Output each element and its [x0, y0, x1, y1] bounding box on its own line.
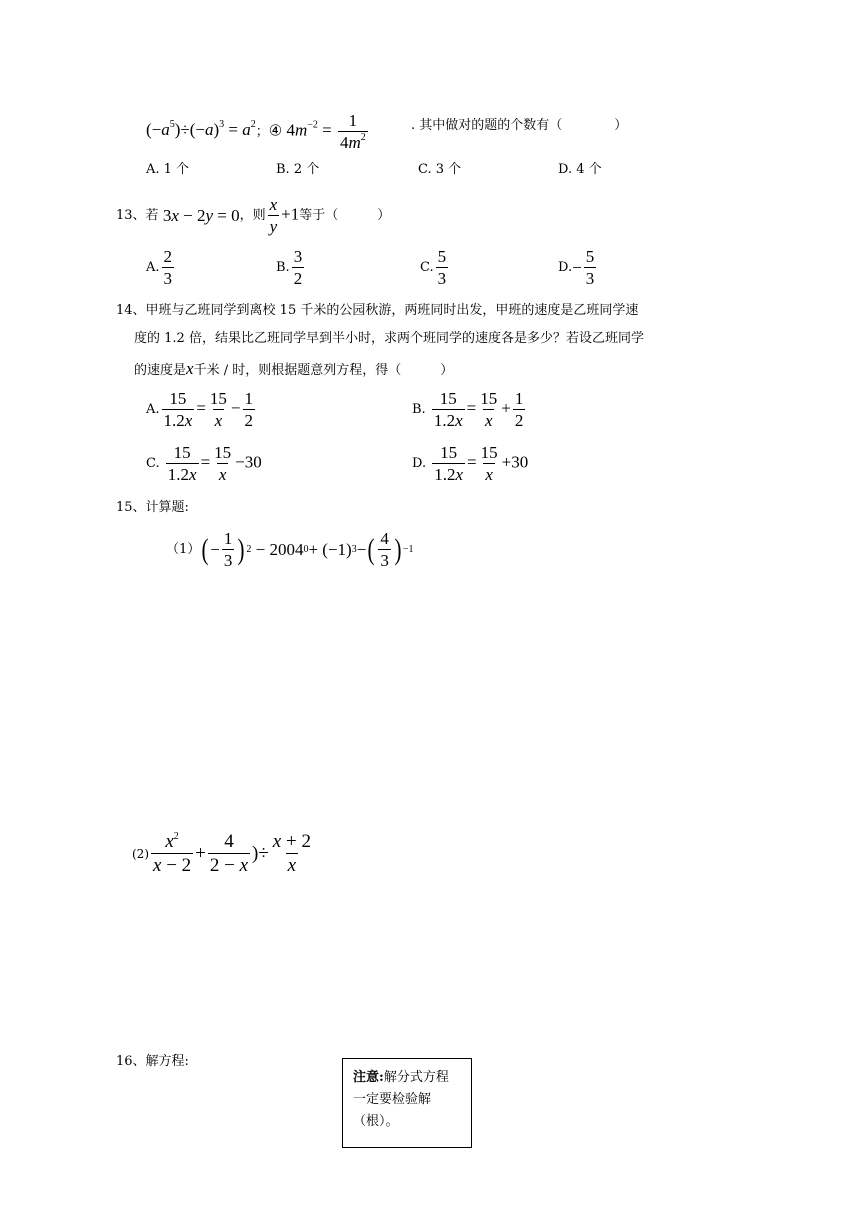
q13-option-d-fraction: $\frac{5}{3}$ — [585, 247, 595, 288]
q13-option-c — [420, 248, 450, 287]
q12-option-b: B. 2 个 — [276, 162, 320, 177]
q12-expression: $(-a^5)\div(-a)^3 = a^2$；④ $4m^{-2}$ = $\frac{1}{4m^2}$ — [146, 111, 366, 152]
q14-option-c-equation: $\frac{15}{1.2x}$ = $\frac{15}{x}$ −30 — [167, 443, 262, 484]
q13-option-a-label: A. — [146, 260, 160, 275]
q14-option-b-label: B. — [412, 402, 426, 417]
q12-fraction: $\frac{1}{4m^2}$ — [340, 111, 366, 152]
q13-number: 13、 — [116, 208, 146, 223]
q14-option-c-label: C. — [146, 456, 160, 471]
q13-option-a-fraction: $\frac{2}{3}$ — [163, 247, 173, 288]
q14-option-b-equation: $\frac{15}{1.2x}$ = $\frac{15}{x}$ + $\frac{1}{2}$ — [433, 389, 524, 430]
q15-part2-expression: $\frac{x^2}{x - 2}$ + $\frac{4}{2 - x}$ )÷ $\frac{x + 2}{x}$ — [153, 831, 311, 876]
q12-option-a: A. 1 个 — [146, 162, 190, 177]
note-bold-label: 注意: — [353, 1070, 384, 1085]
q12-tail-text: . 其中做对的题的个数有（ ） — [411, 118, 628, 133]
q14-option-c — [146, 444, 262, 483]
q14-line-1: 14、甲班与乙班同学到离校 15 千米的公园秋游，两班同时出发，甲班的速度是乙班同学速 — [116, 303, 639, 318]
q13-option-d-sign: − — [572, 258, 582, 277]
q13-option-d-label: D. — [558, 260, 573, 275]
q12-option-c: C. 3 个 — [418, 162, 462, 177]
q14-option-a-label: A. — [146, 402, 160, 417]
q13-option-c-label: C. — [420, 260, 434, 275]
q14-option-a — [146, 390, 257, 429]
q14-variable: x — [186, 359, 194, 378]
q13-option-b-label: B. — [276, 260, 290, 275]
q14-option-d-equation: $\frac{15}{1.2x}$ = $\frac{15}{x}$ +30 — [434, 443, 529, 484]
q16-title: 16、解方程: — [116, 1054, 189, 1069]
q14-option-b — [412, 390, 527, 429]
note-box — [342, 1058, 472, 1148]
q12-circled-4: ④ — [268, 123, 283, 140]
q14-option-d — [412, 444, 528, 483]
q13-prefix: 若 — [145, 208, 159, 223]
q15-part1 — [166, 530, 413, 569]
note-text: 解分式方程一定要检验解（根）。 — [353, 1070, 449, 1129]
q13-stem — [116, 196, 390, 235]
q15-part1-expression: ( − $\frac{1}{3}$ ) 2 − 2004 0 + (−1) 3 − ( $\frac{4}{3}$ ) −1 — [201, 529, 414, 570]
q12-part3-formula: $(-a^5)\div(-a)^3 = a^2$ — [146, 119, 256, 140]
q13-then: ，则 — [239, 208, 266, 223]
q15-part2 — [132, 832, 315, 875]
q13-option-b — [276, 248, 306, 287]
q13-expression: $\frac{x}{y}$ +1 — [269, 195, 300, 236]
q14-option-d-label: D. — [412, 456, 427, 471]
q14-line-2: 度的 1.2 倍，结果比乙班同学早到半小时，求两个班同学的速度各是多少？若设乙班同学 — [134, 331, 644, 346]
q14-option-a-equation: $\frac{15}{1.2x}$ = $\frac{15}{x}$ − $\frac{1}{2}$ — [163, 389, 254, 430]
q13-condition: 3x − 2y = 0 — [158, 206, 240, 225]
q13-option-c-fraction: $\frac{5}{3}$ — [437, 247, 447, 288]
q15-title: 15、计算题: — [116, 500, 189, 515]
q13-option-b-fraction: $\frac{3}{2}$ — [293, 247, 303, 288]
q13-option-d — [558, 248, 598, 287]
q12-semicolon: ； — [255, 123, 269, 139]
q14-line-3: 的速度是x千米 / 时，则根据题意列方程，得（ ） — [134, 359, 454, 378]
q13-option-a — [146, 248, 176, 287]
q13-suffix: 等于（ ） — [299, 208, 391, 223]
q15-part2-label: (2) — [132, 846, 149, 861]
q12-option-d: D. 4 个 — [558, 162, 602, 177]
q15-part1-label: （1） — [166, 542, 201, 557]
